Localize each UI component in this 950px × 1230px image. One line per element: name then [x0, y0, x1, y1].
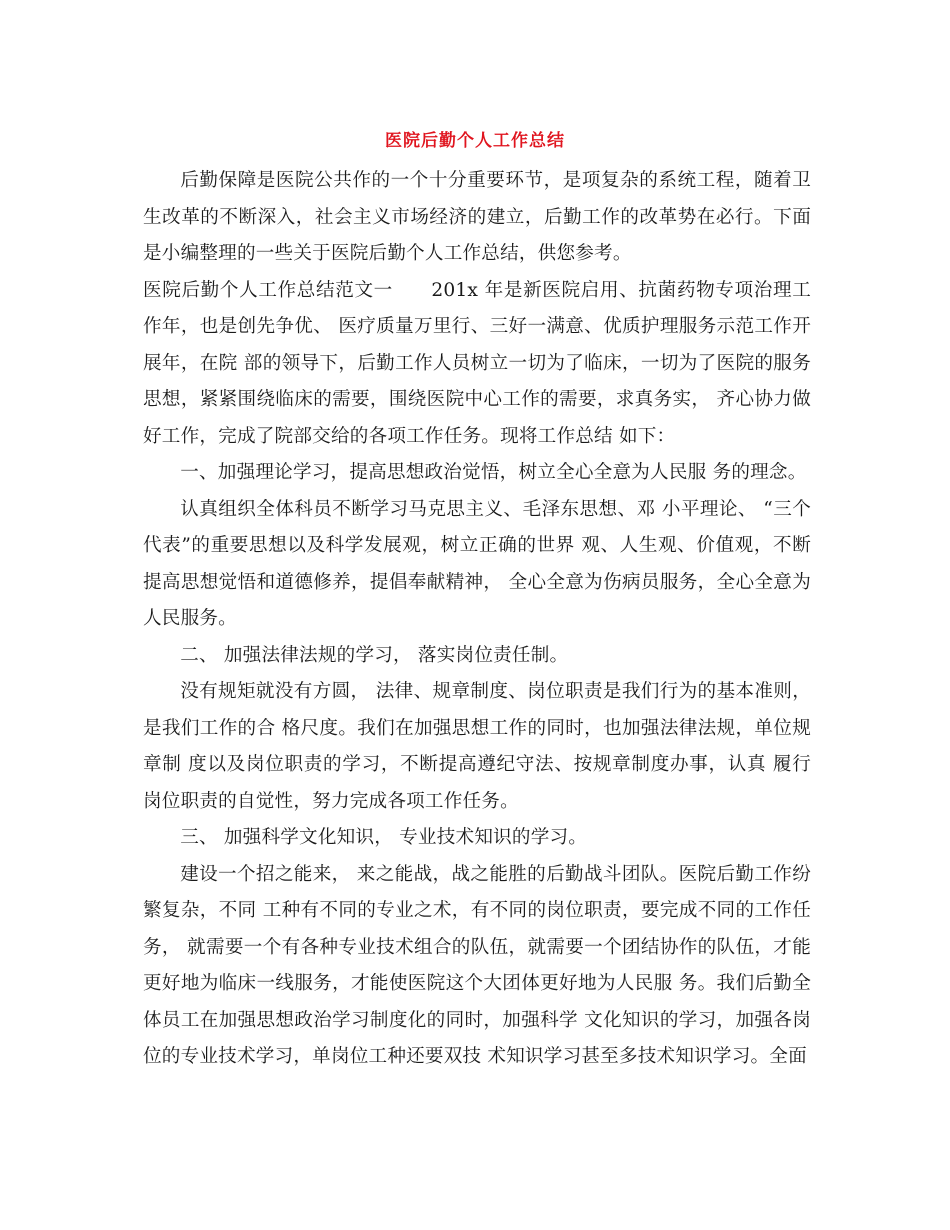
document-title: 医院后勤个人工作总结 — [385, 131, 565, 151]
paragraph-law-study: 没有规矩就没有方圆， 法律、规章制度、岗位职责是我们行为的基本准则，是我们工作的合 格尺度。我们在加强思想工作的同时，也加强法律法规，单位规章制 度以及岗位职责的学习，不断提高遵纪守法、按规章制度办事，认真 履行岗位职责的自觉性，努力完成各项工作任务。 — [143, 681, 811, 812]
paragraph-team-building: 建设一个招之能来， 来之能战，战之能胜的后勤战斗团队。医院后勤工作纷繁复杂，不同 工种有不同的专业之术，有不同的岗位职责，要完成不同的工作任务， 就需要一个有各种专业技术组合的队伍，就需要一个团结协作的队伍，才能更好地为临床一线服务，才能使医院这个大团体更好地为人民服 务。我们后勤全体员工在加强思想政治学习制度化的同时，加强科学 文化知识的学习，加强各岗位的专业技术学习，单岗位工种还要双技 术知识学习甚至多技术知识学习。全面 — [143, 863, 811, 1067]
paragraph-intro: 后勤保障是医院公共作的一个十分重要环节，是项复杂的系统工程，随着卫生改革的不断深入，社会主义市场经济的建立，后勤工作的改革势在必行。下面是小编整理的一些关于医院后勤个人工作总结，供您参考。 — [143, 170, 811, 264]
paragraph-sample-one: 医院后勤个人工作总结范文一 201x 年是新医院启用、抗菌药物专项治理工作年，也是创先争优、 医疗质量万里行、三好一满意、优质护理服务示范工作开展年，在院 部的领导下，后勤工作人员树立一切为了临床，一切为了医院的服务 思想，紧紧围绕临床的需要，围绕医院中心工作的需要，求真务实， 齐心协力做好工作，完成了院部交给的各项工作任务。现将工作总结 如下： — [143, 279, 818, 447]
section-heading-one: 一、加强理论学习，提高思想政治觉悟，树立全心全意为人民服 务的理念。 — [180, 462, 807, 483]
document-body — [143, 163, 818, 1076]
paragraph-theory-study: 认真组织全体科员不断学习马克思主义、毛泽东思想、邓 小平理论、 “三个代表”的重要思想以及科学发展观，树立正确的世界 观、人生观、价值观，不断提高思想觉悟和道德修养，提倡奉献精神， 全心全意为伤病员服务，全心全意为人民服务。 — [143, 498, 811, 629]
section-heading-three: 三、 加强科学文化知识， 专业技术知识的学习。 — [180, 827, 588, 848]
section-heading-two: 二、 加强法律法规的学习， 落实岗位责任制。 — [180, 644, 569, 666]
